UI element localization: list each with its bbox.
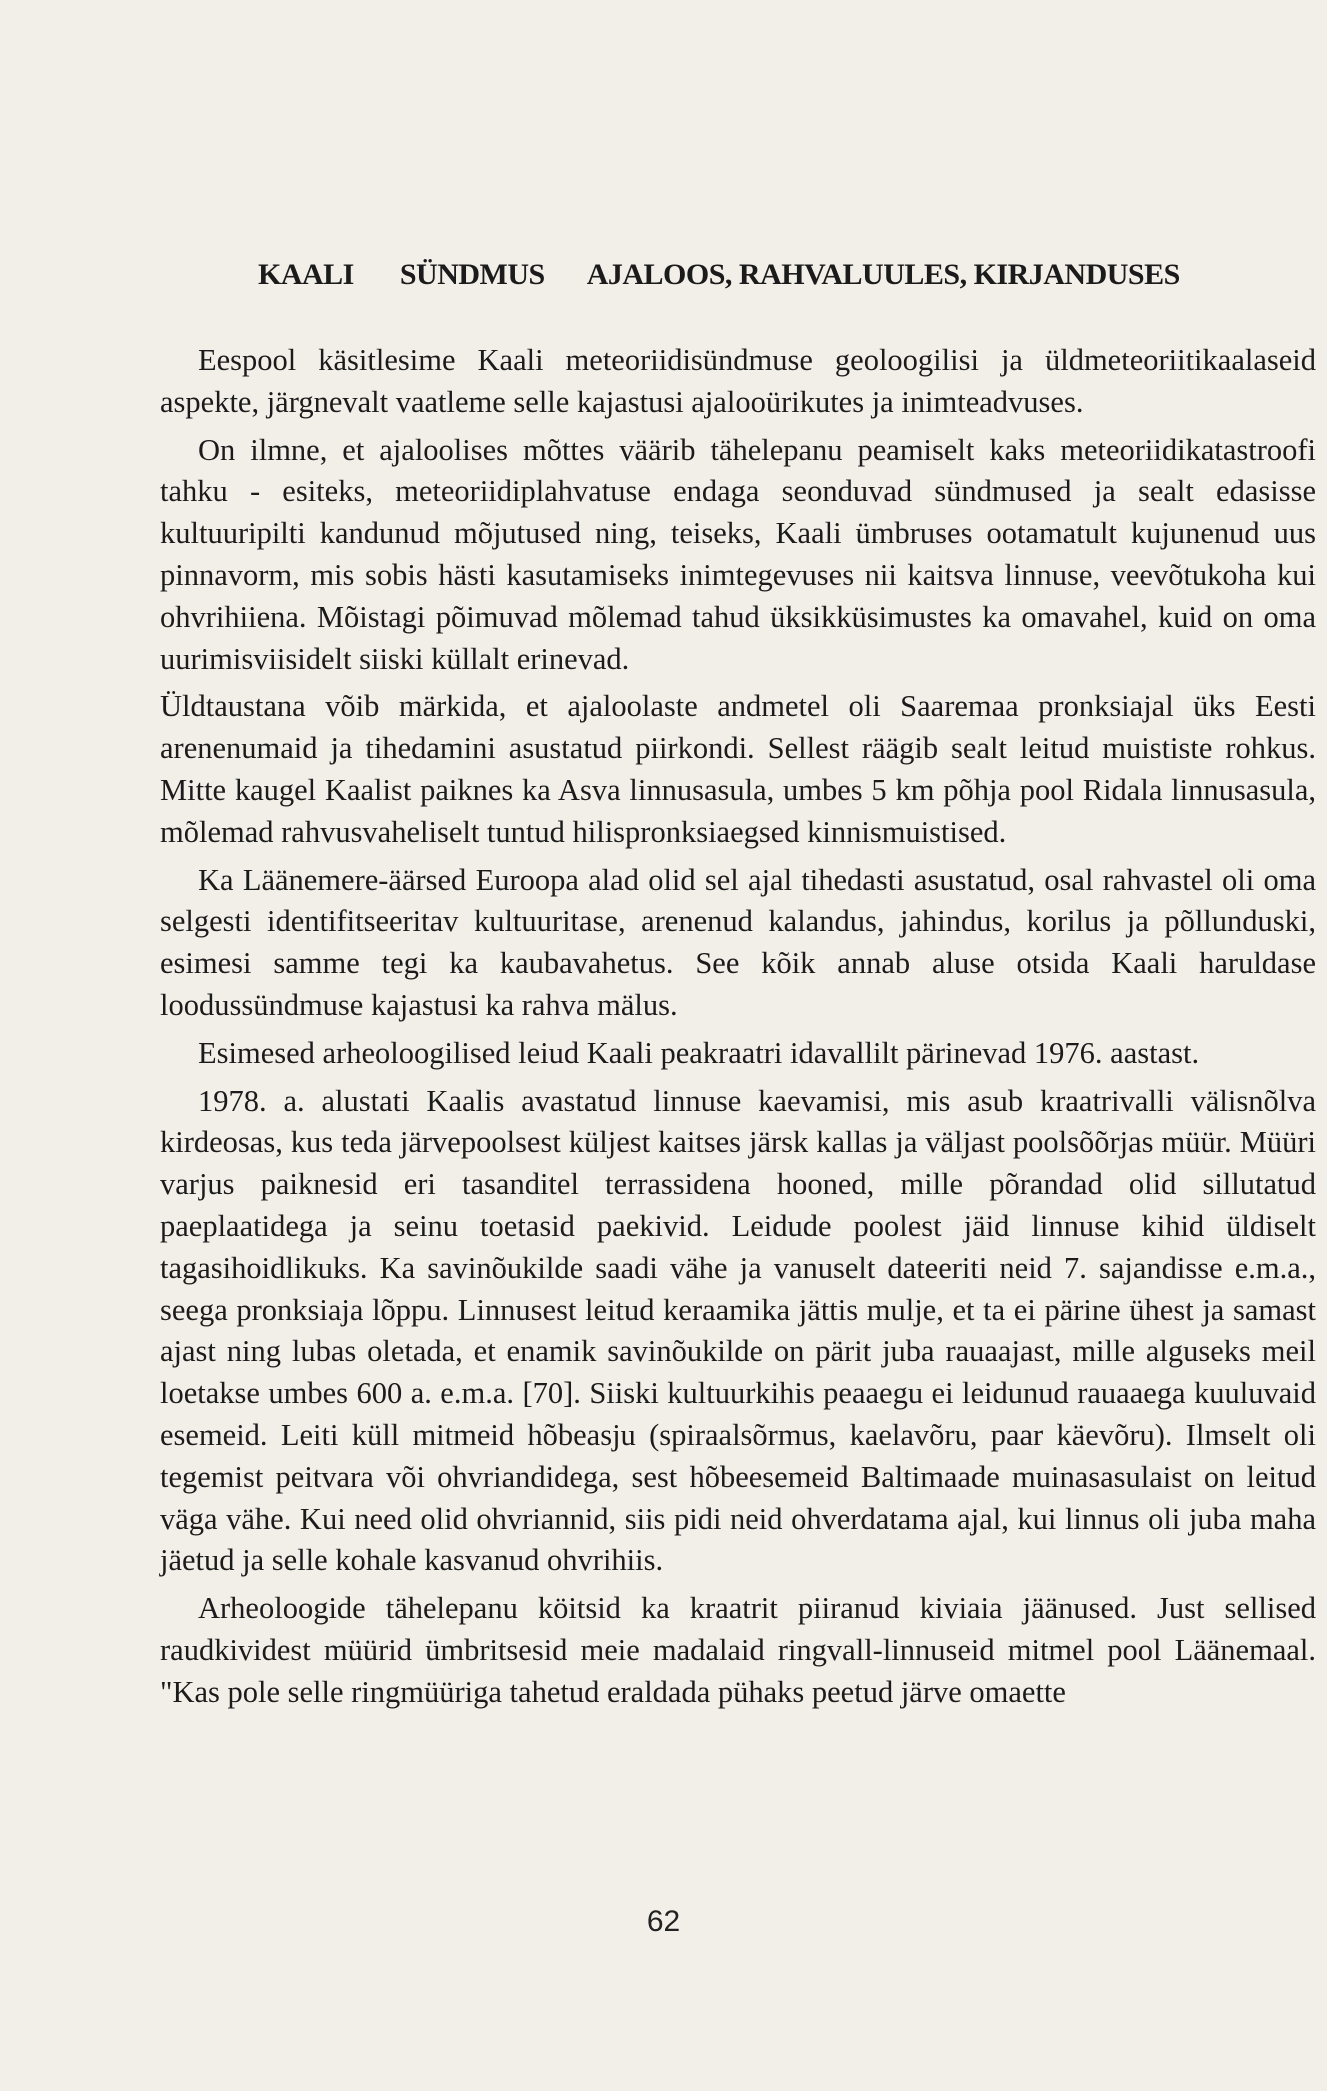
paragraph-7: Arheoloogide tähelepanu köitsid ka kraatrit piiranud kiviaia jäänused. Just sellised raudkividest müürid ümbritsesid meie madalaid ringvall-linnuseid mitmel pool Läänemaal. "Kas pole selle ringmüüriga tahetud eraldada pühaks peetud järve omaette xyxy=(160,1591,1316,1709)
paragraph-5: Esimesed arheoloogilised leiud Kaali peakraatri idavallilt pärinevad 1976. aastast. xyxy=(198,1035,1200,1070)
heading-rest: AJALOOS, RAHVALUULES, KIRJANDUSES xyxy=(586,258,1180,291)
paragraph-1: Eespool käsitlesime Kaali meteoriidisündmuse geoloogilisi ja üldmeteoriitikaalaseid aspekte, järgnevalt vaatleme selle kajastusi ajalooürikutes ja inimteadvuses. xyxy=(160,343,1316,419)
page-number: 62 xyxy=(646,1905,681,1938)
paragraph-6: 1978. a. alustati Kaalis avastatud linnuse kaevamisi, mis asub kraatrivalli välisnõlva kirdeosas, kus teda järvepoolsest küljest kaitses järsk kallas ja väljast poolsõõrjas müür. Müüri varjus paiknesid eri tasanditel terrassidena hooned, mille põrandad olid sillutatud paeplaatidega ja seinu toetasid paekivid. Leidude poolest jäid linnuse kihid üldiselt tagasihoidlikuks. Ka savinõukilde saadi vähe ja vanuselt dateeriti neid 7. sajandisse e.m.a., seega pronksiaja lõppu. Linnusest leitud keraamika jättis mulje, et ta ei pärine ühest ja samast ajast ning lubas oletada, et enamik savinõukilde on pärit juba rauaajast, mille alguseks meil loetakse umbes 600 a. e.m.a. [70]. Siiski kultuurkihis peaaegu ei leidunud rauaaega kuuluvaid esemeid. Leiti küll mitmeid hõbeasju (spiraalsõrmus, kaelavõru, paar käevõru). Ilmselt oli tegemist peitvara või ohvriandidega, sest hõbeesemeid Baltimaade muinasasulaist on leitud väga vähe. Kui need olid ohvriannid, siis pidi neid ohverdatama ajal, kui linnus oli juba maha jäetud ja selle kohale kasvanud ohvrihiis. xyxy=(160,1083,1316,1578)
heading-word-sundmus: SÜNDMUS xyxy=(399,258,545,291)
chapter-heading xyxy=(258,258,1208,292)
paragraph-3: Üldtaustana võib märkida, et ajaloolaste andmetel oli Saaremaa pronksiajal üks Eesti arenenumaid ja tihedamini asustatud piirkondi. Sellest räägib sealt leitud muististe rohkus. Mitte kaugel Kaalist paiknes ka Asva linnusasula, umbes 5 km põhja pool Ridala linnusasula, mõlemad rahvusvaheliselt tuntud hilispronksiaegsed kinnismuistised. xyxy=(160,689,1316,849)
paragraph-2: On ilmne, et ajaloolises mõttes väärib tähelepanu peamiselt kaks meteoriidikatastroofi tahku - esiteks, meteoriidiplahvatuse endaga seonduvad sündmused ja sealt edasisse kultuuripilti kandunud mõjutused ning, teiseks, Kaali ümbruses ootamatult kujunenud uus pinnavorm, mis sobis hästi kasutamiseks inimtegevuses nii kaitsva linnuse, veevõtukoha kui ohvrihiiena. Mõistagi põimuvad mõlemad tahud üksikküsimustes ka omavahel, kuid on oma uurimisviisidelt siiski küllalt erinevad. xyxy=(160,432,1316,676)
paragraph-4: Ka Läänemere-äärsed Euroopa alad olid sel ajal tihedasti asustatud, osal rahvastel oli oma selgesti identifitseeritav kultuuritase, arenenud kalandus, jahindus, korilus ja põllunduski, esimesi samme tegi ka kaubavahetus. See kõik annab aluse otsida Kaali haruldase loodussündmuse kajastusi ka rahva mälus. xyxy=(160,862,1316,1022)
body-text xyxy=(160,340,1316,1714)
heading-word-kaali: KAALI xyxy=(258,258,354,291)
